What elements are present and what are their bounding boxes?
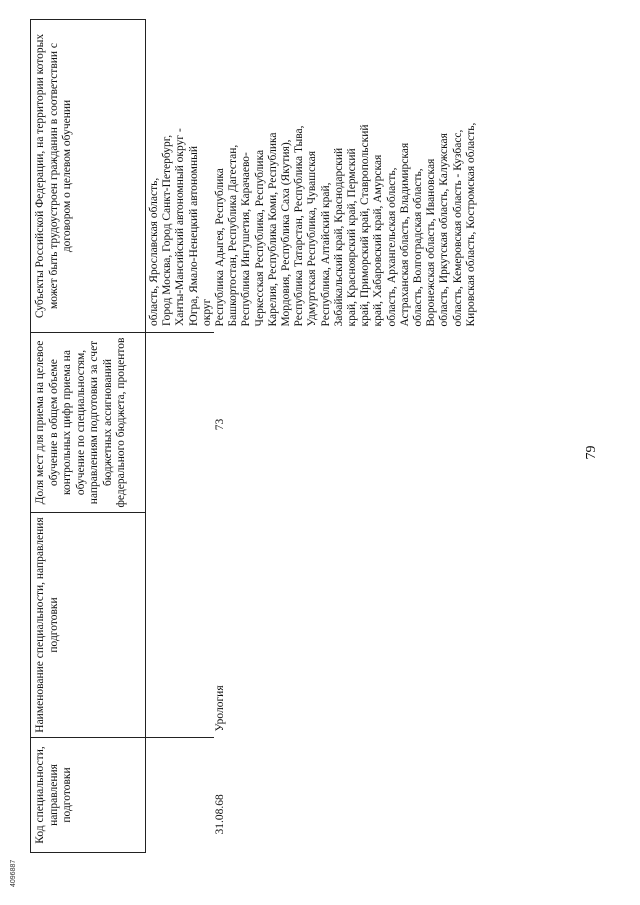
region-line: Воронежская область, Ивановская — [425, 158, 438, 327]
region-line: Кировская область, Костромская область, — [464, 122, 477, 327]
continuation-regions — [146, 20, 215, 333]
region-line: Астраханская область, Владимирская — [398, 142, 411, 327]
header-share: Доля мест для приема на целевое обучение в общем объеме контрольных цифр приема на обучение по специальностям, направлениям подготовки за счет бюджетных ассигнований федерального бюджета, процентов — [31, 333, 146, 513]
region-line: область, Иркутская область, Калужская — [438, 133, 451, 327]
region-line: край, Приморский край, Ставропольский — [359, 124, 372, 327]
continuation-blank — [146, 513, 215, 738]
region-line: Забайкальский край, Краснодарский — [332, 147, 345, 327]
region-line: край, Хабаровский край, Амурская — [372, 154, 385, 327]
region-line: область, Кемеровская область - Кузбасс, — [451, 129, 464, 327]
region-line: Удмуртская Республика, Чувашская — [306, 150, 319, 327]
region-line: Башкортостан, Республика Дагестан, — [227, 144, 240, 327]
header-code: Код специальности, направления подготовки — [31, 738, 146, 853]
page-number: 79 — [584, 445, 599, 460]
continuation-blank — [146, 738, 215, 853]
region-line: край, Красноярский край, Пермский — [346, 148, 359, 327]
region-line: область, Волгоградская область, — [412, 168, 425, 327]
region-line: Республика Ингушетия, Карачаево- — [240, 152, 253, 327]
region-line: Республика Татарстан, Республика Тыва, — [293, 125, 306, 327]
region-line: Республика, Алтайский край, — [319, 182, 332, 327]
region-line: область, Ярославская область, — [148, 177, 160, 326]
region-line: округ — [200, 298, 213, 326]
employment-regions — [214, 20, 478, 333]
region-line: Карелия, Республика Коми, Республика — [266, 132, 279, 327]
region-line: область, Архангельская область, — [385, 167, 398, 327]
targeted-training-table — [30, 19, 478, 853]
table-header-row — [31, 20, 146, 853]
continuation-blank — [146, 333, 215, 513]
region-line: Республика Адыгея, Республика — [214, 168, 227, 327]
region-line: Город Москва, Город Санкт-Петербург, — [161, 134, 174, 326]
region-line: Черкесская Республика, Республика — [253, 149, 266, 327]
region-line: Югра, Ямало-Ненецкий автономный — [187, 146, 200, 326]
specialty-code: 31.08.68 — [214, 794, 227, 835]
targeted-share: 73 — [214, 418, 227, 431]
table-row — [214, 20, 478, 853]
region-line: Ханты-Мансийский автономный округ - — [174, 128, 187, 326]
document-id: 4096887 — [10, 859, 17, 887]
region-line: Мордовия, Республика Саха (Якутия), — [280, 139, 293, 327]
specialty-name: Урология — [214, 685, 227, 732]
header-name: Наименование специальности, направления подготовки — [31, 513, 146, 738]
header-regions: Субъекты Российской Федерации, на территории которых может быть трудоустроен гражданин в соответствии с договором о целевом обучении — [31, 20, 146, 333]
continuation-row — [146, 20, 215, 853]
